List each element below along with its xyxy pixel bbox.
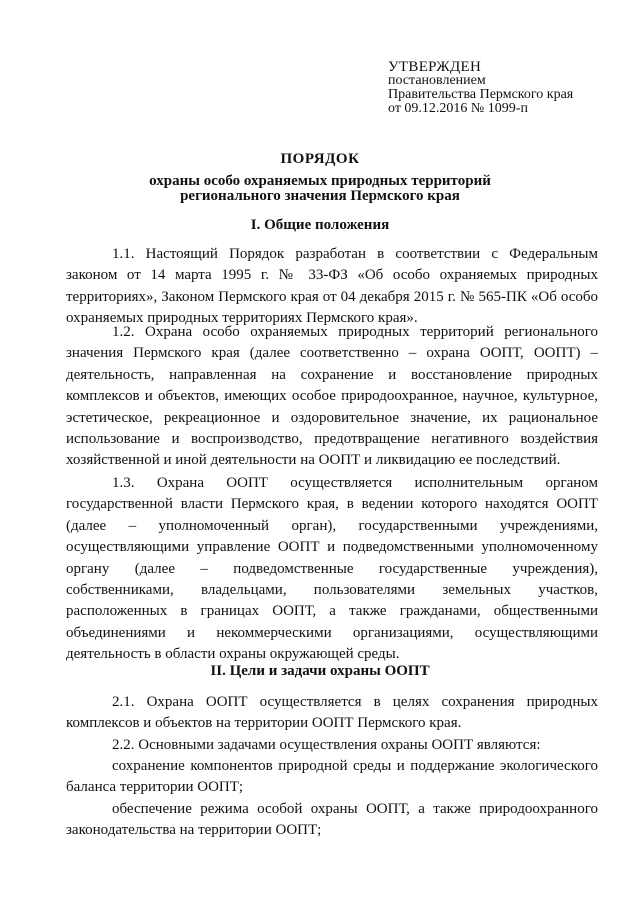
section-1-heading: I. Общие положения (250, 217, 390, 233)
approval-line-2: постановлением (388, 73, 486, 88)
approval-line-4: от 09.12.2016 № 1099-п (388, 101, 528, 116)
section-2-heading: II. Цели и задачи охраны ООПТ (210, 663, 430, 679)
paragraph-2-2: 2.2. Основными задачами осуществления охраны ООПТ являются: (112, 737, 541, 753)
document-subtitle-line-2: регионального значения Пермского края (180, 188, 460, 204)
paragraph-1-1: 1.1. Настоящий Порядок разработан в соответствии с Федеральным законом от 14 марта 1995 г. № 33-ФЗ «Об особо охраняемых природных территориях», Законом Пермского края от 04 декабря 2015 г. № 565-ПК «Об особо охраняемых природных территориях Пермского края». (66, 246, 598, 327)
document-title: ПОРЯДОК (280, 151, 360, 167)
approval-line-3: Правительства Пермского края (388, 87, 574, 102)
paragraph-2-1: 2.1. Охрана ООПТ осуществляется в целях сохранения природных комплексов и объектов на территории ООПТ Пермского края. (66, 694, 598, 732)
paragraph-2-3: сохранение компонентов природной среды и поддержание экологического баланса территории ООПТ; (66, 758, 598, 796)
paragraph-2-4: обеспечение режима особой охраны ООПТ, а также природоохранного законодательства на территории ООПТ; (66, 801, 598, 839)
approval-stamp (388, 60, 573, 116)
paragraph-1-3: 1.3. Охрана ООПТ осуществляется исполнительным органом государственной власти Пермского края, в ведении которого находятся ООПТ (далее – уполномоченный орган), государственными учреждениями, осуществляющими управление ООПТ и подведомственными уполномоченному органу (далее – подведомственные государственные учреждения), собственниками, владельцами, пользователями земельных участков, расположенных в границах ООПТ, а также гражданами, общественными объединениями и некоммерческими организациями, осуществляющими деятельность в области охраны окружающей среды. (66, 475, 598, 663)
paragraph-1-2: 1.2. Охрана особо охраняемых природных территорий регионального значения Пермского края (далее соответственно – охрана ООПТ, ООПТ) – деятельность, направленная на сохранение и восстановление природных комплексов и объектов, имеющих особое природоохранное, научное, культурное, эстетическое, рекреационное и оздоровительное значение, их рациональное использование и воспроизводство, предотвращение негативного воздействия хозяйственной и иной деятельности на ООПТ и ликвидацию ее последствий. (66, 324, 598, 469)
document-subtitle-line-1: охраны особо охраняемых природных территорий (149, 173, 491, 189)
approval-line-1: УТВЕРЖДЕН (388, 59, 482, 75)
